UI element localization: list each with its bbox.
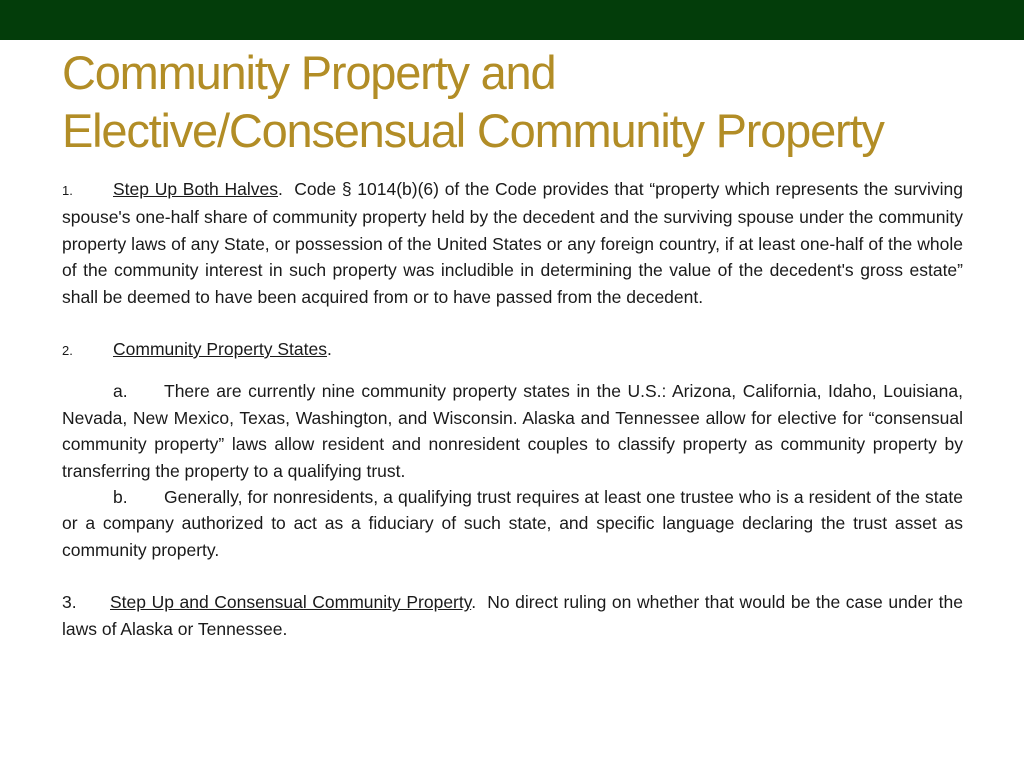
slide-title — [62, 44, 982, 160]
header-bar — [0, 0, 1024, 40]
item-1 — [62, 176, 963, 310]
spacer — [62, 563, 963, 589]
item-3-heading: Step Up and Consensual Community Property — [110, 592, 472, 613]
slide-content — [62, 176, 963, 642]
item-1-body: Code § 1014(b)(6) of the Code provides that “property which represents the surviving spouse's one-half share of community property held by the decedent and the surviving spouse under the community property laws of any State, or possession of the United States or any foreign country, if at least one-half of the whole of the community interest in such property was includible in determining the value of the decedent's gross estate” shall be deemed to have been acquired from or to have passed from the decedent. — [62, 179, 963, 307]
item-2-sub-b-letter: b. — [113, 487, 128, 508]
item-2-sub-b — [62, 484, 963, 563]
item-1-number: 1. — [62, 183, 73, 198]
slide-title-line-1: Community Property and — [62, 46, 556, 99]
item-3-heading-punct: . — [471, 592, 477, 613]
item-1-heading: Step Up Both Halves — [113, 179, 278, 199]
item-3-number: 3. — [62, 592, 77, 613]
item-3 — [62, 589, 963, 642]
item-2 — [62, 336, 963, 364]
item-3-body: No direct ruling on whether that would be the case under the laws of Alaska or Tennessee. — [62, 592, 963, 639]
item-2-sub-a-letter: a. — [113, 381, 128, 402]
item-2-sub-a — [62, 378, 963, 484]
item-2-sub-b-text: Generally, for nonresidents, a qualifying trust requires at least one trustee who is a resident of the state or a company authorized to act as a fiduciary of such state, and specific language declaring the trust asset as community property. — [62, 487, 963, 560]
item-1-heading-punct: . — [278, 179, 283, 199]
item-2-number: 2. — [62, 343, 73, 359]
item-2-sub-a-text: There are currently nine community property states in the U.S.: Arizona, California, Idaho, Louisiana, Nevada, New Mexico, Texas, Washington, and Wisconsin. Alaska and Tennessee allow for elective for “consensual community property” laws allow resident and nonresident couples to classify property as community property by transferring the property to a qualifying trust. — [62, 381, 963, 481]
item-2-heading: Community Property States — [113, 339, 327, 360]
spacer — [62, 310, 963, 336]
item-2-heading-punct: . — [326, 339, 332, 360]
slide-title-line-2: Elective/Consensual Community Property — [62, 104, 884, 157]
spacer — [62, 364, 963, 378]
